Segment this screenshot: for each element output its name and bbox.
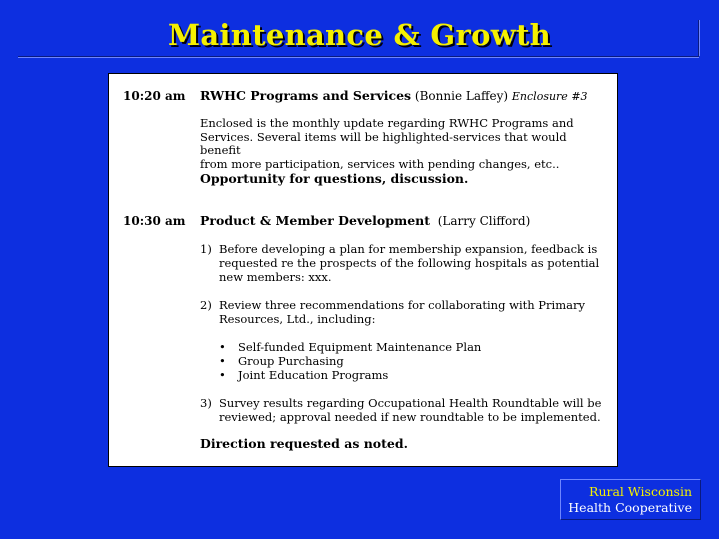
bullet-list: [219, 340, 481, 382]
list-line: Review three recommendations for collaborating with Primary: [219, 298, 585, 312]
paragraph-line: Services. Several items will be highlighted-services that would benefit: [200, 129, 567, 157]
organization-logo: [560, 479, 701, 520]
title-divider: [18, 56, 699, 58]
list-line: Survey results regarding Occupational Health Roundtable will be: [219, 396, 602, 410]
list-line: reviewed; approval needed if new roundtable to be implemented.: [219, 410, 601, 424]
list-number: 2): [200, 298, 212, 312]
list-number: 3): [200, 396, 212, 410]
enclosure-label: Enclosure #3: [511, 90, 588, 103]
bullet-item: [219, 368, 481, 382]
agenda-paragraph-1: [200, 117, 610, 171]
logo-line-2: Health Cooperative: [568, 500, 692, 515]
title-divider-right: [698, 20, 700, 56]
bullet-text: Group Purchasing: [238, 354, 344, 368]
list-line: requested re the prospects of the following hospitals as potential: [219, 256, 600, 270]
agenda-heading-2-row: [200, 214, 610, 228]
bullet-text: Joint Education Programs: [238, 368, 389, 382]
bullet-icon: •: [219, 340, 226, 354]
page-title: Maintenance & Growth: [167, 18, 552, 52]
bullet-icon: •: [219, 368, 226, 382]
list-item-2: [200, 298, 610, 326]
agenda-heading-2: Product & Member Development: [200, 213, 431, 228]
agenda-time-2: 10:30 am: [123, 214, 186, 228]
bullet-icon: •: [219, 354, 226, 368]
paragraph-line: from more participation, services with pending changes, etc..: [200, 156, 560, 171]
agenda-presenter-1: (Bonnie Laffey): [414, 89, 509, 103]
agenda-time-1: 10:20 am: [123, 89, 186, 103]
bullet-item: [219, 354, 481, 368]
list-item-3: [200, 396, 610, 424]
list-line: Before developing a plan for membership expansion, feedback is: [219, 242, 598, 256]
logo-line-1: Rural Wisconsin: [589, 484, 692, 499]
agenda-heading-1-row: [200, 89, 610, 104]
list-number: 1): [200, 242, 212, 256]
bullet-text: Self-funded Equipment Maintenance Plan: [238, 340, 482, 354]
bullet-item: [219, 340, 481, 354]
agenda-closing-1: Opportunity for questions, discussion.: [200, 171, 469, 186]
list-item-1: [200, 242, 610, 284]
agenda-presenter-2: (Larry Clifford): [437, 214, 531, 228]
list-line: new members: xxx.: [219, 270, 332, 284]
agenda-closing-2: Direction requested as noted.: [200, 436, 408, 451]
paragraph-line: Enclosed is the monthly update regarding RWHC Programs and: [200, 116, 574, 130]
agenda-heading-1: RWHC Programs and Services: [200, 88, 412, 103]
agenda-panel: [108, 73, 618, 467]
list-line: Resources, Ltd., including:: [219, 312, 376, 326]
